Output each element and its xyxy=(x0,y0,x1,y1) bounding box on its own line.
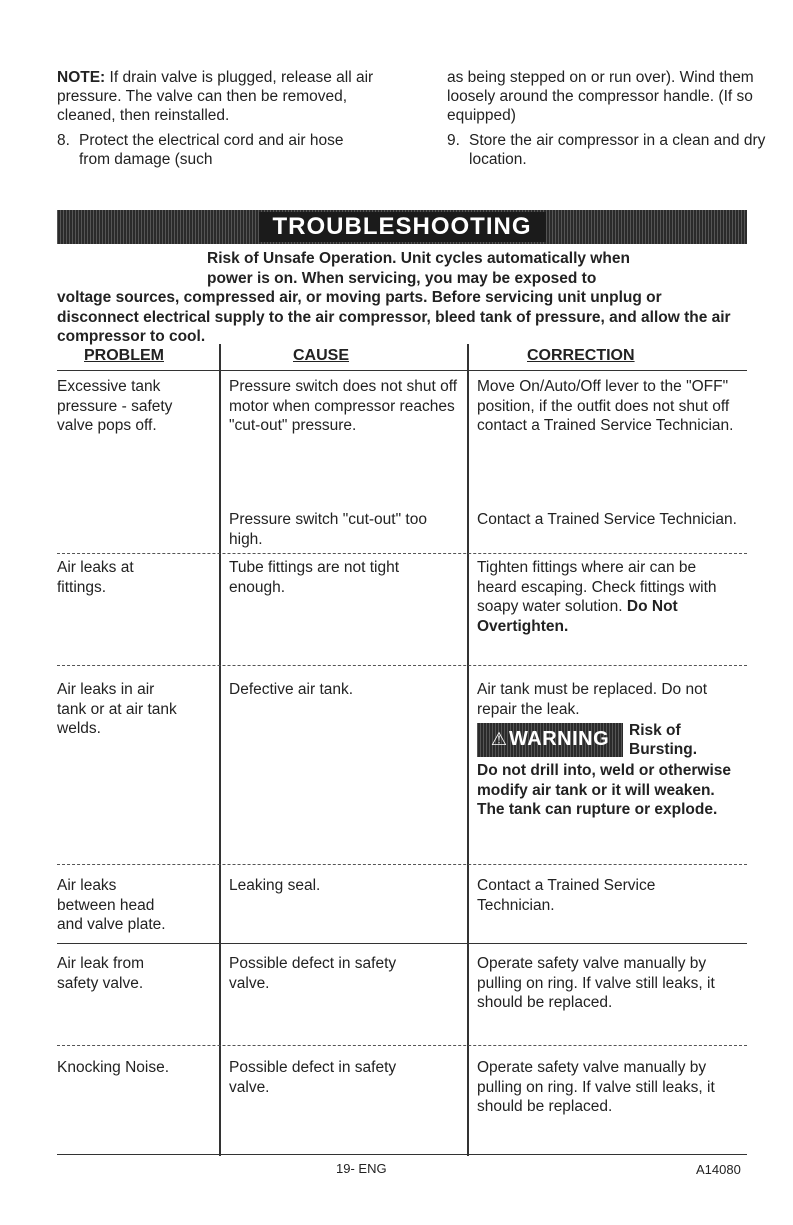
correction-text: Tighten fittings where air can be heard escaping. Check fittings with soapy water solution. xyxy=(477,559,717,615)
cause-cell: Pressure switch "cut-out" too high. xyxy=(229,511,427,548)
note-text: If drain valve is plugged, release all air pressure. The valve can then be removed, cleaned, then reinstalled. xyxy=(57,69,374,124)
table-row xyxy=(57,377,747,554)
step-9 xyxy=(447,131,767,169)
step-number: 8. xyxy=(57,132,70,149)
cause-cell: Possible defect in safety valve. xyxy=(229,1059,397,1096)
correction-cell: Operate safety valve manually by pulling on ring. If valve still leaks, it should be replaced. xyxy=(477,955,715,1011)
warning-line xyxy=(477,721,737,761)
left-column xyxy=(57,68,377,169)
note-label: NOTE: xyxy=(57,69,106,86)
correction-cell: Contact a Trained Service Technician. xyxy=(477,877,656,914)
warning-risk-text: Risk of Bursting. xyxy=(629,722,698,758)
document-code: A14080 xyxy=(696,1162,741,1177)
right-column xyxy=(447,68,767,169)
risk-body: voltage sources, compressed air, or moving parts. Before servicing unit unplug or disconnect electrical supply to the air compressor, bleed tank of pressure, and allow the air compressor to cool. xyxy=(57,289,731,345)
table-row xyxy=(57,680,747,865)
warning-triangle-icon: ⚠ xyxy=(490,729,507,750)
problem-cell: Excessive tank pressure - safety valve pops off. xyxy=(57,378,173,434)
problem-cell: Air leak from safety valve. xyxy=(57,955,144,992)
banner-title: TROUBLESHOOTING xyxy=(259,212,546,242)
table-row xyxy=(57,1058,747,1155)
cause-cell: Possible defect in safety valve. xyxy=(229,955,397,992)
correction-cell xyxy=(477,558,737,636)
warning-label: WARNING xyxy=(508,728,610,751)
risk-line-1: Risk of Unsafe Operation. Unit cycles automatically when xyxy=(207,250,630,267)
cause-cell: Tube fittings are not tight enough. xyxy=(229,559,400,596)
problem-cell: Air leaks between head and valve plate. xyxy=(57,877,166,933)
table-header xyxy=(57,344,747,371)
correction-cell xyxy=(477,680,737,820)
problem-cell: Knocking Noise. xyxy=(57,1059,170,1076)
header-cause: CAUSE xyxy=(293,347,350,364)
step-text: Protect the electrical cord and air hose from damage (such xyxy=(79,132,344,168)
step-8-continued: as being stepped on or run over). Wind them loosely around the compressor handle. (If so equipped) xyxy=(447,69,754,124)
step-text: Store the air compressor in a clean and dry location. xyxy=(469,132,766,168)
warning-text: Do not drill into, weld or otherwise modify air tank or it will weaken. The tank can rupture or explode. xyxy=(477,762,732,818)
table-row xyxy=(57,558,747,666)
troubleshooting-banner xyxy=(57,210,747,244)
header-problem: PROBLEM xyxy=(84,347,164,364)
warning-badge xyxy=(477,723,623,757)
risk-warning xyxy=(57,249,747,347)
troubleshooting-table xyxy=(57,344,747,371)
problem-cell: Air leaks in air tank or at air tank welds. xyxy=(57,681,177,737)
correction-emphasis: Do Not Overtighten. xyxy=(477,598,678,635)
header-correction: CORRECTION xyxy=(527,347,635,364)
table-row xyxy=(57,954,747,1046)
correction-text: Air tank must be replaced. Do not repair the leak. xyxy=(477,681,708,718)
step-number: 9. xyxy=(447,132,460,149)
cause-cell: Defective air tank. xyxy=(229,681,354,698)
cause-cell: Pressure switch does not shut off motor when compressor reaches "cut-out" pressure. xyxy=(229,378,458,434)
note-paragraph xyxy=(57,68,377,125)
risk-line-2: power is on. When servicing, you may be exposed to xyxy=(207,269,597,287)
correction-cell: Operate safety valve manually by pulling on ring. If valve still leaks, it should be replaced. xyxy=(477,1059,715,1115)
step-8 xyxy=(57,131,377,169)
cause-cell: Leaking seal. xyxy=(229,877,321,894)
table-row xyxy=(57,876,747,944)
correction-cell: Move On/Auto/Off lever to the "OFF" position, if the outfit does not shut off contact a Trained Service Technician. xyxy=(477,378,734,434)
problem-cell: Air leaks at fittings. xyxy=(57,559,134,596)
page-number: 19- ENG xyxy=(336,1161,387,1176)
correction-cell: Contact a Trained Service Technician. xyxy=(477,511,737,528)
